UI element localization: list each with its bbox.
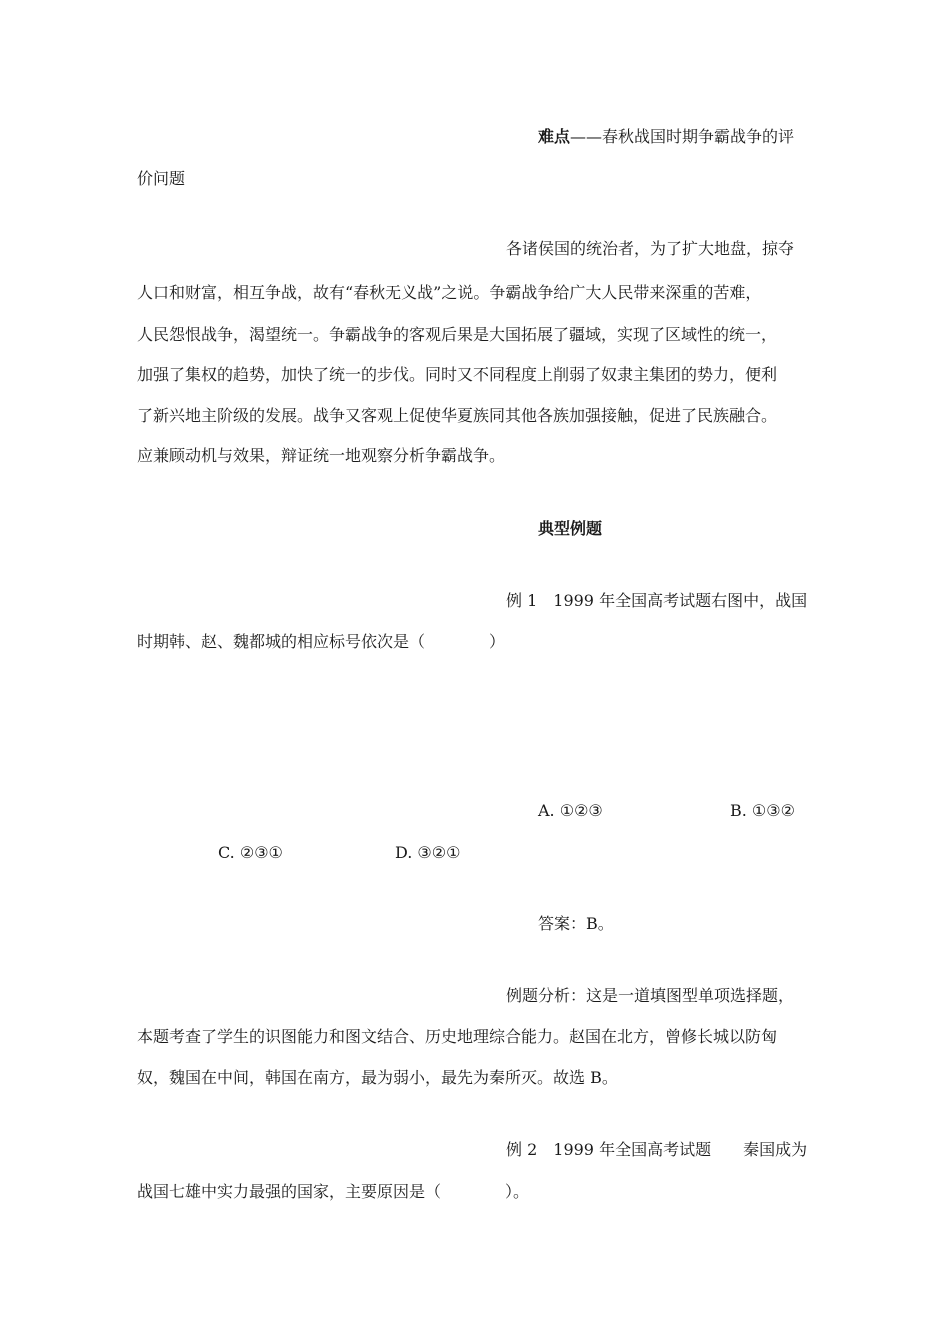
difficulty-paragraph-line: 人民怨恨战争，渴望统一。争霸战争的客观后果是大国拓展了疆域，实现了区域性的统一， (137, 325, 778, 344)
example1-analysis-line: 本题考查了学生的识图能力和图文结合、历史地理综合能力。赵国在北方，曾修长城以防匈 (137, 1027, 778, 1046)
example1-option-b: B. ①③② (730, 801, 795, 820)
difficulty-paragraph-line: 各诸侯国的统治者，为了扩大地盘，掠夺 (506, 239, 795, 258)
difficulty-heading-text: ——春秋战国时期争霸战争的评 (570, 127, 795, 146)
example1-option-d: D. ③②① (395, 843, 461, 862)
difficulty-heading-bold: 难点 (538, 127, 571, 146)
difficulty-paragraph-line: 加强了集权的趋势，加快了统一的步伐。同时又不同程度上削弱了奴隶主集团的势力，便利 (137, 365, 778, 384)
difficulty-paragraph-line: 了新兴地主阶级的发展。战争又客观上促使华夏族同其他各族加强接触，促进了民族融合。 (137, 406, 778, 425)
example1-analysis-line: 奴，魏国在中间，韩国在南方，最为弱小，最先为秦所灭。故选 B。 (137, 1068, 618, 1087)
example2-question-line: 例 2 1999 年全国高考试题 秦国成为 (506, 1140, 808, 1159)
example1-analysis-line: 例题分析：这是一道填图型单项选择题， (506, 986, 795, 1005)
example1-option-a: A. ①②③ (538, 801, 603, 820)
examples-title: 典型例题 (538, 519, 603, 538)
difficulty-paragraph-line: 人口和财富，相互争战，故有“春秋无义战”之说。争霸战争给广大人民带来深重的苦难， (137, 283, 762, 302)
difficulty-heading (538, 127, 794, 147)
difficulty-paragraph-line: 应兼顾动机与效果，辩证统一地观察分析争霸战争。 (137, 446, 506, 465)
difficulty-heading-continuation: 价问题 (137, 169, 186, 188)
example1-question-line: 时期韩、赵、魏都城的相应标号依次是（ ） (137, 632, 506, 651)
example1-option-c: C. ②③① (218, 843, 283, 862)
example1-question-line: 例 1 1999 年全国高考试题右图中，战国 (506, 591, 808, 610)
example2-question-line: 战国七雄中实力最强的国家，主要原因是（ ）。 (137, 1182, 530, 1201)
example1-answer: 答案：B。 (538, 914, 614, 933)
